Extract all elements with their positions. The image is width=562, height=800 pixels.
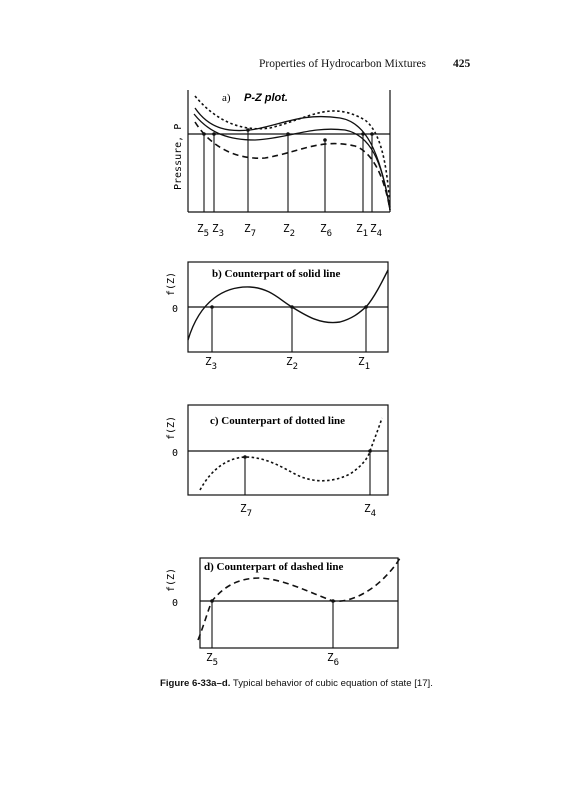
- panel-a-ylabel: Pressure, P: [173, 123, 184, 190]
- panel-a-z-label: $Z_1$: [356, 222, 369, 239]
- panel-a-z-label: $Z_3$: [212, 222, 225, 239]
- panel-a-label: a): [222, 92, 231, 104]
- panel-b-ylabel: f(Z): [166, 271, 177, 296]
- panel-c-fz-curve: [200, 418, 382, 490]
- panel-d-droplines: [212, 601, 333, 648]
- figure-caption: [160, 678, 560, 689]
- panel-b-title: b) Counterpart of solid line: [212, 268, 341, 280]
- panel-a-z-label: $Z_2$: [283, 222, 296, 239]
- panel-c-ylabel: f(Z): [166, 415, 177, 440]
- panel-d-ylabel: f(Z): [166, 567, 177, 592]
- panel-b-zero: 0: [172, 304, 179, 315]
- figure-caption-label: Figure 6-33a–d.: [160, 678, 231, 689]
- panel-a-z-label: $Z_6$: [320, 222, 333, 239]
- panel-a-z-label: $Z_7$: [244, 222, 257, 239]
- panel-d-z-label: $Z_5$: [206, 651, 219, 668]
- panel-d-title: d) Counterpart of dashed line: [204, 561, 344, 573]
- panel-b-z-label: $Z_1$: [358, 355, 371, 372]
- panel-a-solid-isotherm-outer: [195, 108, 390, 210]
- panel-b-z-label: $Z_2$: [286, 355, 299, 372]
- panel-c-z-label: $Z_7$: [240, 502, 253, 519]
- panel-c-zero: 0: [172, 448, 179, 459]
- panel-a-title: P-Z plot.: [244, 92, 288, 104]
- panel-a-z-droplines: [204, 130, 372, 212]
- panel-b-z-label: $Z_3$: [205, 355, 218, 372]
- panel-d-z-label: $Z_6$: [327, 651, 340, 668]
- panel-c-z-label: $Z_4$: [364, 502, 377, 519]
- figure-panel-a: [0, 80, 562, 240]
- panel-c-title: c) Counterpart of dotted line: [210, 415, 346, 427]
- figure-panel-d: [0, 550, 562, 675]
- panel-a-dotted-isotherm: [195, 96, 390, 210]
- figure-caption-text: Typical behavior of cubic equation of state [17].: [232, 678, 433, 689]
- panel-d-zero: 0: [172, 598, 179, 609]
- page-header: [0, 58, 562, 74]
- figure-panel-c: [0, 398, 562, 528]
- panel-b-droplines: [212, 307, 366, 352]
- panel-a-z-label: $Z_5$: [197, 222, 210, 239]
- panel-b-fz-curve: [188, 270, 388, 340]
- figure-panel-b: [0, 255, 562, 375]
- panel-a-z-label: $Z_4$: [370, 222, 383, 239]
- page-number: 425: [453, 58, 471, 70]
- running-head: Properties of Hydrocarbon Mixtures: [259, 58, 427, 70]
